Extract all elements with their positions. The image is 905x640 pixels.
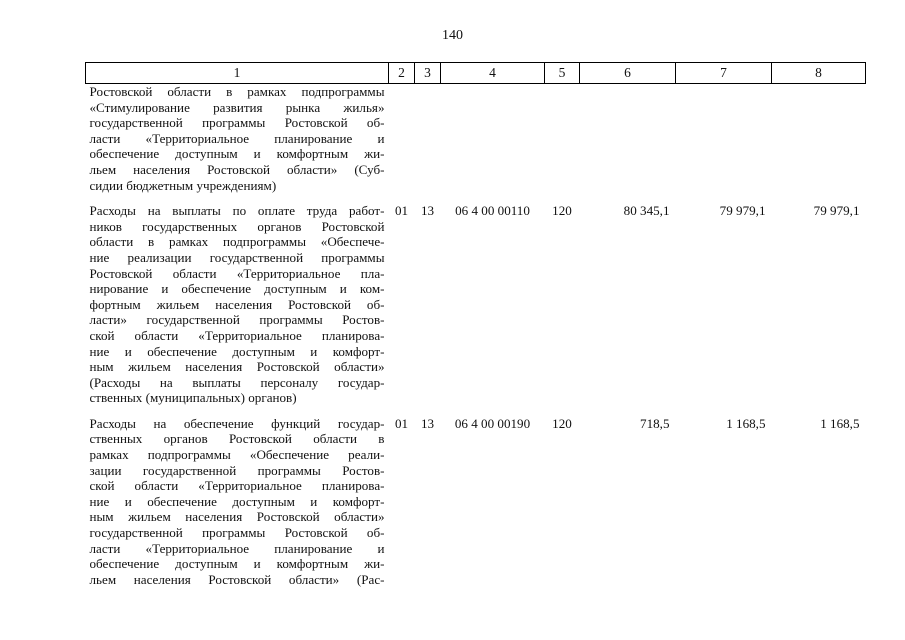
cell-amount-col6: 718,5 — [640, 415, 670, 431]
description-line: ственных органов Ростовской области в — [89, 431, 385, 447]
description-line: Ростовской области «Территориальное пла- — [89, 265, 385, 281]
description-line: ников государственных органов Ростовской — [89, 218, 385, 234]
description-line: рамках подпрограммы «Обеспечение реали- — [89, 447, 385, 463]
description-line: ласти «Территориальное планирование и — [89, 540, 385, 556]
cell-amount-col7 — [676, 84, 772, 194]
table-row — [86, 84, 866, 194]
table-row — [86, 416, 866, 588]
page-number: 140 — [442, 28, 463, 43]
description-line: «Стимулирование развития рынка жилья» — [89, 99, 385, 115]
cell-expense-type: 120 — [552, 203, 572, 219]
column-header-4: 4 — [441, 63, 545, 84]
description-line: нирование и обеспечение доступным и ком- — [89, 281, 385, 297]
description-line: ственных (муниципальных) органов) — [89, 390, 297, 406]
column-header-5: 5 — [545, 63, 580, 84]
cell-target-code: 06 4 00 00190 — [454, 415, 531, 431]
row-description — [86, 203, 389, 406]
description-line: ние и обеспечение доступным и комфорт- — [89, 343, 385, 359]
description-line: государственной программы Ростовской об- — [89, 115, 385, 131]
description-line: ской области «Территориальное планирова- — [89, 478, 385, 494]
column-header-7: 7 — [676, 63, 772, 84]
cell-subsection — [415, 84, 441, 194]
description-line: области в рамках подпрограммы «Обеспече- — [89, 234, 385, 250]
budget-table — [85, 62, 866, 587]
cell-target-code: 06 4 00 00110 — [455, 203, 530, 219]
table-row — [86, 203, 866, 406]
cell-target-code — [441, 84, 545, 194]
row-description — [86, 416, 389, 588]
column-header-2: 2 — [389, 63, 415, 84]
description-line: Ростовской области в рамках подпрограммы — [89, 84, 385, 99]
cell-amount-col6: 80 345,1 — [623, 203, 670, 219]
description-line: льем населения Ростовской области» (Рас- — [89, 571, 385, 587]
column-header-8: 8 — [772, 63, 866, 84]
cell-amount-col8: 79 979,1 — [813, 203, 860, 219]
description-line: фортным жильем населения Ростовской об- — [89, 296, 385, 312]
description-line: Расходы на выплаты по оплате труда работ- — [89, 203, 385, 219]
column-header-6: 6 — [580, 63, 676, 84]
description-line: ние и обеспечение доступным и комфорт- — [89, 493, 385, 509]
cell-section — [389, 84, 415, 194]
column-header-3: 3 — [415, 63, 441, 84]
description-line: ние реализации государственной программы — [89, 249, 385, 265]
description-line: зации государственной программы Ростов- — [89, 462, 385, 478]
cell-amount-col8: 1 168,5 — [820, 415, 860, 431]
cell-section: 01 — [394, 415, 409, 431]
table-header-row — [86, 63, 866, 84]
cell-subsection: 13 — [420, 203, 435, 219]
description-line: ным жильем населения Ростовской области» — [89, 359, 385, 375]
cell-section: 01 — [394, 203, 409, 219]
description-line: обеспечение доступным и комфортным жи- — [89, 556, 385, 572]
description-line: ным жильем населения Ростовской области» — [89, 509, 385, 525]
description-line: государственной программы Ростовской об- — [89, 525, 385, 541]
description-line: (Расходы на выплаты персоналу государ- — [89, 374, 385, 390]
description-line: сидии бюджетным учреждениям) — [89, 177, 277, 193]
cell-amount-col6 — [580, 84, 676, 194]
description-line: обеспечение доступным и комфортным жи- — [89, 146, 385, 162]
row-description — [86, 84, 389, 194]
column-header-1: 1 — [86, 63, 389, 84]
cell-expense-type — [545, 84, 580, 194]
description-line: ской области «Территориальное планирова- — [89, 327, 385, 343]
description-line: Расходы на обеспечение функций государ- — [89, 415, 385, 431]
cell-amount-col7: 1 168,5 — [726, 415, 766, 431]
description-line: ласти «Территориальное планирование и — [89, 130, 385, 146]
cell-subsection: 13 — [420, 415, 435, 431]
cell-expense-type: 120 — [552, 415, 572, 431]
description-line: ласти» государственной программы Ростов- — [89, 312, 385, 328]
cell-amount-col8 — [772, 84, 866, 194]
description-line: льем населения Ростовской области» (Суб- — [89, 161, 385, 177]
cell-amount-col7: 79 979,1 — [719, 203, 766, 219]
